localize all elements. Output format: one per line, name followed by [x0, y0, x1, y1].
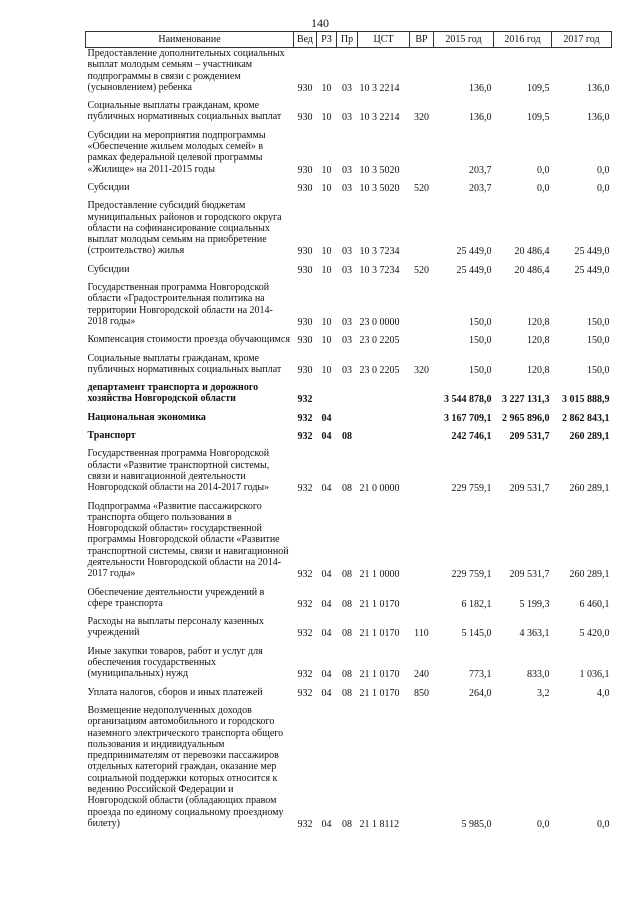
row-vr: 850: [414, 687, 429, 699]
row-rz: 04: [321, 818, 332, 830]
row-name: Уплата налогов, сборов и иных платежей: [87, 686, 263, 698]
row-name: Возмещение недополученных доходов организациям автомобильного и городского наземного электрического транспорта общего пользования и индивидуальным предпринимателям от перевозки пассажиров отдельных категорий граждан, оказание мер социальной поддержки которых относится к ведению Российской Федерации и Новгородской области (обладающих правом проезда по единому социальному проездному билету): [87, 704, 284, 829]
row-vr: [410, 376, 434, 406]
row-value-2016: 833,0: [527, 669, 550, 681]
row-cst: 23 0 0000: [359, 316, 400, 328]
row-ved: 932: [297, 669, 313, 681]
row-ved: 930: [297, 316, 313, 328]
row-value-2015: 136,0: [469, 82, 492, 94]
row-value-2016: 5 199,3: [519, 598, 550, 610]
row-value-2017: 1 036,1: [579, 669, 610, 681]
row-rz: 10: [321, 264, 332, 276]
row-vr: [410, 581, 434, 611]
row-value-2017: 136,0: [587, 82, 610, 94]
row-value-2016: 209 531,7: [509, 569, 550, 581]
row-rz: 10: [321, 316, 332, 328]
row-value-2017: 2 862 843,1: [562, 412, 610, 424]
header-name: Наименование: [86, 32, 294, 48]
row-cst: 21 1 0170: [359, 628, 400, 640]
budget-table: [85, 31, 612, 830]
table-row: [86, 194, 612, 257]
row-cst: 10 3 2214: [359, 82, 400, 94]
row-cst: 21 1 8112: [359, 818, 400, 830]
table-row: [86, 124, 612, 176]
row-pr: 03: [342, 82, 352, 94]
row-value-2015: 3 544 878,0: [444, 394, 492, 406]
header-rz: РЗ: [317, 32, 337, 48]
table-row: [86, 442, 612, 494]
row-value-2015: 203,7: [469, 182, 492, 194]
row-pr: 08: [342, 431, 352, 443]
table-row: [86, 424, 612, 442]
row-pr: 08: [342, 598, 352, 610]
table-row: [86, 699, 612, 830]
row-ved: 930: [297, 182, 313, 194]
row-pr: 03: [342, 246, 352, 258]
row-value-2016: 109,5: [527, 82, 550, 94]
row-value-2016: 120,8: [527, 335, 550, 347]
row-value-2017: 260 289,1: [569, 431, 610, 443]
row-ved: 930: [297, 264, 313, 276]
row-rz: 10: [321, 112, 332, 124]
row-value-2016: 209 531,7: [509, 483, 550, 495]
row-rz: 04: [321, 687, 332, 699]
row-ved: 932: [297, 628, 313, 640]
row-pr: 03: [342, 112, 352, 124]
row-value-2017: 260 289,1: [569, 569, 610, 581]
row-ved: 930: [297, 164, 313, 176]
row-rz: 10: [321, 364, 332, 376]
row-value-2016: 209 531,7: [509, 431, 550, 443]
row-ved: 932: [297, 431, 313, 443]
row-vr: [410, 328, 434, 346]
table-row: [86, 347, 612, 377]
row-name: Компенсация стоимости проезда обучающимся: [87, 334, 290, 346]
row-value-2017: 136,0: [587, 112, 610, 124]
row-pr: 08: [342, 818, 352, 830]
row-name: Иные закупки товаров, работ и услуг для обеспечения государственных (муниципальных) нужд: [87, 645, 263, 680]
row-value-2015: 6 182,1: [461, 598, 492, 610]
row-name: Субсидии: [87, 181, 130, 193]
row-name: Расходы на выплаты персоналу казенных учреждений: [87, 616, 264, 639]
row-value-2016: 4 363,1: [519, 628, 550, 640]
row-name: департамент транспорта и дорожного хозяйства Новгородской области: [87, 382, 259, 405]
row-value-2017: 0,0: [597, 818, 610, 830]
row-vr: [410, 699, 434, 830]
row-rz: 10: [321, 82, 332, 94]
row-value-2017: 5 420,0: [579, 628, 610, 640]
row-name: Субсидии: [87, 263, 130, 275]
row-ved: 932: [297, 687, 313, 699]
row-cst: 21 1 0170: [359, 687, 400, 699]
row-name: Предоставление субсидий бюджетам муниципальных районов и городского округа области на софинансирование социальных выплат молодым семьям на приобретение (строительство) жилья: [87, 200, 282, 257]
row-vr: 520: [414, 182, 429, 194]
row-value-2015: 150,0: [469, 335, 492, 347]
row-vr: [410, 442, 434, 494]
row-pr: 08: [342, 628, 352, 640]
table-row: [86, 258, 612, 276]
row-value-2015: 150,0: [469, 316, 492, 328]
table-row: [86, 176, 612, 194]
row-rz: 04: [321, 412, 332, 424]
row-value-2015: 242 746,1: [451, 431, 492, 443]
row-rz: 10: [321, 335, 332, 347]
table-row: [86, 328, 612, 346]
row-rz: 04: [321, 598, 332, 610]
row-value-2016: 2 965 896,0: [502, 412, 550, 424]
row-value-2017: 0,0: [597, 164, 610, 176]
row-name: Обеспечение деятельности учреждений в сфере транспорта: [87, 586, 265, 609]
row-value-2015: 5 985,0: [461, 818, 492, 830]
row-value-2017: 25 449,0: [574, 246, 610, 258]
row-pr: 03: [342, 364, 352, 376]
row-name: Социальные выплаты гражданам, кроме публичных нормативных социальных выплат: [87, 352, 282, 375]
row-vr: 320: [414, 364, 429, 376]
row-value-2017: 150,0: [587, 364, 610, 376]
row-vr: 240: [414, 669, 429, 681]
row-name: Государственная программа Новгородской области «Развитие транспортной системы, связи и навигационной деятельности Новгородской области на 2014-2017 годы»: [87, 448, 270, 494]
row-rz: 10: [321, 182, 332, 194]
row-rz: 04: [321, 628, 332, 640]
row-ved: 930: [297, 246, 313, 258]
row-vr: [410, 124, 434, 176]
table-row: [86, 376, 612, 406]
row-ved: 932: [297, 569, 313, 581]
row-cst: 21 1 0170: [359, 669, 400, 681]
row-vr: 110: [414, 628, 429, 640]
row-value-2017: 4,0: [597, 687, 610, 699]
row-vr: 520: [414, 264, 429, 276]
row-vr: [410, 48, 434, 95]
header-2017: 2017 год: [552, 32, 612, 48]
row-ved: 932: [297, 818, 313, 830]
row-value-2016: 3,2: [537, 687, 550, 699]
row-rz: 04: [321, 569, 332, 581]
row-value-2016: 120,8: [527, 316, 550, 328]
row-ved: 930: [297, 335, 313, 347]
row-pr: 03: [342, 335, 352, 347]
row-value-2015: 203,7: [469, 164, 492, 176]
row-cst: 21 0 0000: [359, 483, 400, 495]
table-row: [86, 406, 612, 424]
row-name: Социальные выплаты гражданам, кроме публичных нормативных социальных выплат: [87, 100, 282, 123]
row-ved: 930: [297, 82, 313, 94]
table-row: [86, 276, 612, 328]
row-pr: 03: [342, 182, 352, 194]
row-pr: 08: [342, 687, 352, 699]
row-cst: 23 0 2205: [359, 364, 400, 376]
row-cst: 10 3 7234: [359, 264, 400, 276]
row-vr: [410, 194, 434, 257]
row-value-2017: 150,0: [587, 316, 610, 328]
row-value-2015: 136,0: [469, 112, 492, 124]
row-value-2016: 3 227 131,3: [502, 394, 550, 406]
header-ved: Вед: [294, 32, 317, 48]
row-rz: 04: [321, 483, 332, 495]
row-value-2015: 229 759,1: [451, 483, 492, 495]
row-cst: 10 3 5020: [359, 182, 400, 194]
row-pr: 03: [342, 164, 352, 176]
row-cst: 21 1 0170: [359, 598, 400, 610]
row-pr: [337, 406, 358, 424]
row-rz: 04: [321, 431, 332, 443]
row-cst: [358, 424, 410, 442]
row-vr: 320: [414, 112, 429, 124]
table-row: [86, 610, 612, 640]
header-cst: ЦСТ: [358, 32, 410, 48]
table-row: [86, 681, 612, 699]
table-row: [86, 581, 612, 611]
header-vr: ВР: [410, 32, 434, 48]
row-value-2015: 25 449,0: [456, 246, 492, 258]
row-cst: 23 0 2205: [359, 335, 400, 347]
row-name: Подпрограмма «Развитие пассажирского транспорта общего пользования в Новгородской области» государственной программы Новгородской области «Развитие транспортной системы, связи и навигационной деятельности Новгородской области на 2014-2017 годы»: [87, 500, 289, 580]
row-vr: [410, 406, 434, 424]
row-value-2016: 20 486,4: [514, 246, 550, 258]
row-value-2016: 0,0: [537, 182, 550, 194]
row-value-2017: 25 449,0: [574, 264, 610, 276]
row-pr: 08: [342, 569, 352, 581]
row-value-2016: 0,0: [537, 818, 550, 830]
row-ved: 930: [297, 364, 313, 376]
row-cst: [358, 406, 410, 424]
header-2015: 2015 год: [434, 32, 494, 48]
header-pr: Пр: [337, 32, 358, 48]
row-ved: 932: [297, 483, 313, 495]
row-value-2015: 25 449,0: [456, 264, 492, 276]
row-value-2016: 109,5: [527, 112, 550, 124]
row-rz: 10: [321, 246, 332, 258]
row-vr: [410, 495, 434, 581]
row-value-2017: 150,0: [587, 335, 610, 347]
row-ved: 932: [297, 394, 313, 406]
row-value-2015: 3 167 709,1: [444, 412, 492, 424]
row-name: Субсидии на мероприятия подпрограммы «Обеспечение жильем молодых семей» в рамках федеральной целевой программы «Жилище» на 2011-2015 годы: [87, 129, 266, 175]
row-value-2017: 0,0: [597, 182, 610, 194]
row-value-2015: 150,0: [469, 364, 492, 376]
row-pr: 03: [342, 316, 352, 328]
row-cst: 21 1 0000: [359, 569, 400, 581]
row-value-2017: 3 015 888,9: [562, 394, 610, 406]
row-rz: 04: [321, 669, 332, 681]
row-rz: [317, 376, 337, 406]
row-ved: 932: [297, 598, 313, 610]
row-name: Государственная программа Новгородской области «Градостроительная политика на территории Новгородской области на 2014-2018 годы»: [87, 282, 273, 327]
row-rz: 10: [321, 164, 332, 176]
row-value-2016: 0,0: [537, 164, 550, 176]
page-number: 140: [311, 16, 329, 30]
row-value-2016: 20 486,4: [514, 264, 550, 276]
header-2016: 2016 год: [494, 32, 552, 48]
row-cst: 10 3 5020: [359, 164, 400, 176]
row-value-2015: 264,0: [469, 687, 492, 699]
table-header-row: [86, 32, 612, 48]
row-pr: [337, 376, 358, 406]
row-name: Национальная экономика: [87, 411, 206, 423]
row-name: Транспорт: [87, 430, 136, 442]
row-cst: 10 3 7234: [359, 246, 400, 258]
row-pr: 08: [342, 669, 352, 681]
row-value-2017: 6 460,1: [579, 598, 610, 610]
row-vr: [410, 276, 434, 328]
row-value-2016: 120,8: [527, 364, 550, 376]
row-value-2015: 5 145,0: [461, 628, 492, 640]
row-name: Предоставление дополнительных социальных выплат молодым семьям – участникам подпрограммы в связи с рождением (усыновлением) ребенка: [87, 48, 285, 93]
row-ved: 930: [297, 112, 313, 124]
row-value-2015: 229 759,1: [451, 569, 492, 581]
table-row: [86, 640, 612, 681]
row-ved: 932: [297, 412, 313, 424]
row-pr: 03: [342, 264, 352, 276]
table-row: [86, 94, 612, 124]
row-vr: [410, 424, 434, 442]
row-cst: [358, 376, 410, 406]
table-row: [86, 48, 612, 95]
row-cst: 10 3 2214: [359, 112, 400, 124]
row-value-2017: 260 289,1: [569, 483, 610, 495]
row-pr: 08: [342, 483, 352, 495]
row-value-2015: 773,1: [469, 669, 492, 681]
table-row: [86, 495, 612, 581]
